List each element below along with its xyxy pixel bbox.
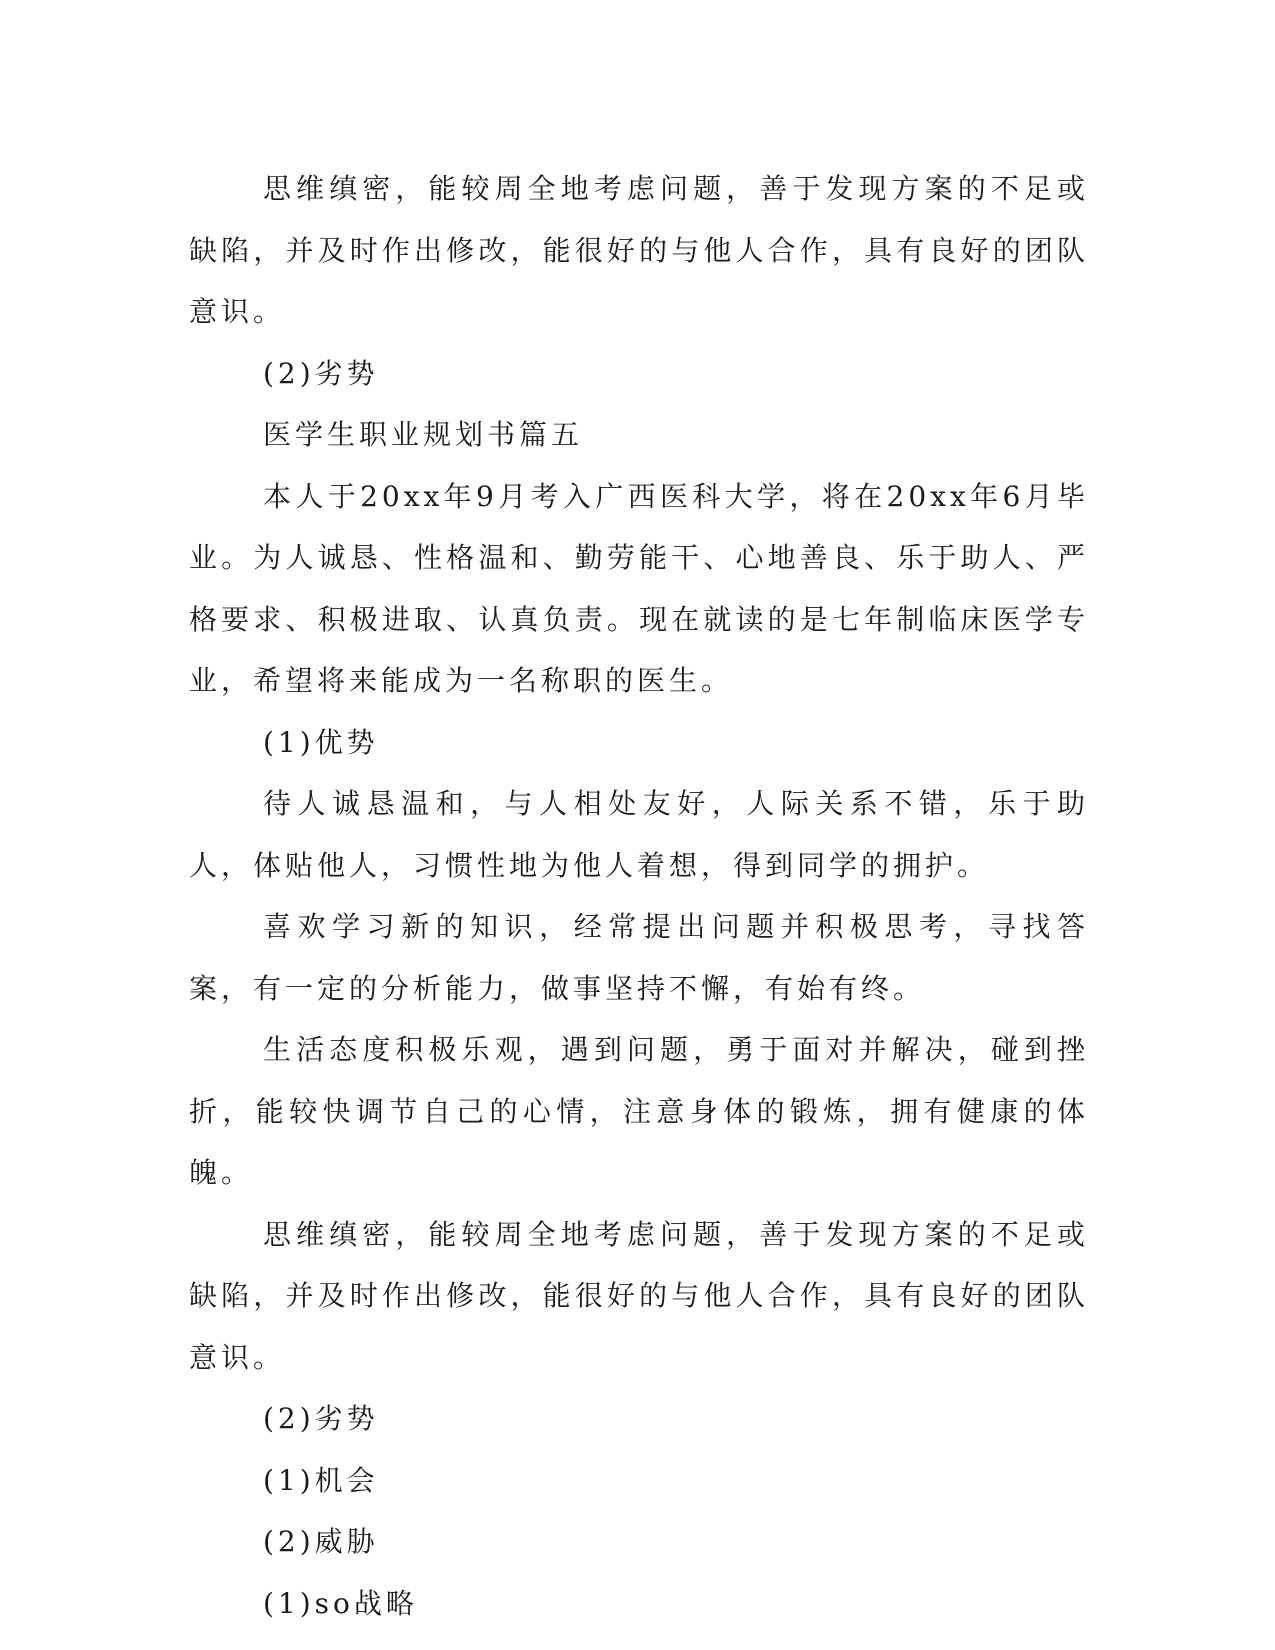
heading-weakness-2: (2)劣势 [263, 1402, 379, 1435]
paragraph-thinking-1: 思维缜密，能较周全地考虑问题，善于发现方案的不足或缺陷，并及时作出修改，能很好的与他人合作，具有良好的团队意识。 [189, 172, 1089, 328]
paragraph-attitude: 生活态度积极乐观，遇到问题，勇于面对并解决，碰到挫折，能较快调节自己的心情，注意身体的锻炼，拥有健康的体魄。 [189, 1033, 1089, 1189]
section-title: 医学生职业规划书篇五 [263, 418, 584, 451]
heading-threat: (2)威胁 [263, 1525, 379, 1558]
paragraph-learning: 喜欢学习新的知识，经常提出问题并积极思考，寻找答案，有一定的分析能力，做事坚持不懈，有始有终。 [189, 910, 1089, 1005]
heading-weakness-1: (2)劣势 [263, 356, 379, 390]
heading-opportunity: (1)机会 [263, 1463, 379, 1497]
document-body [189, 158, 1089, 1634]
heading-strength: (1)优势 [263, 725, 379, 759]
paragraph-intro: 本人于20xx年9月考入广西医科大学，将在20xx年6月毕业。为人诚恳、性格温和、勤劳能干、心地善良、乐于助人、严格要求、积极进取、认真负责。现在就读的是七年制临床医学专业，希望将来能成为一名称职的医生。 [189, 479, 1089, 697]
paragraph-thinking-2: 思维缜密，能较周全地考虑问题，善于发现方案的不足或缺陷，并及时作出修改，能很好的与他人合作，具有良好的团队意识。 [189, 1217, 1089, 1374]
heading-so-strategy: (1)so战略 [263, 1586, 418, 1620]
paragraph-personality: 待人诚恳温和，与人相处友好，人际关系不错，乐于助人，体贴他人，习惯性地为他人着想，得到同学的拥护。 [189, 787, 1089, 882]
